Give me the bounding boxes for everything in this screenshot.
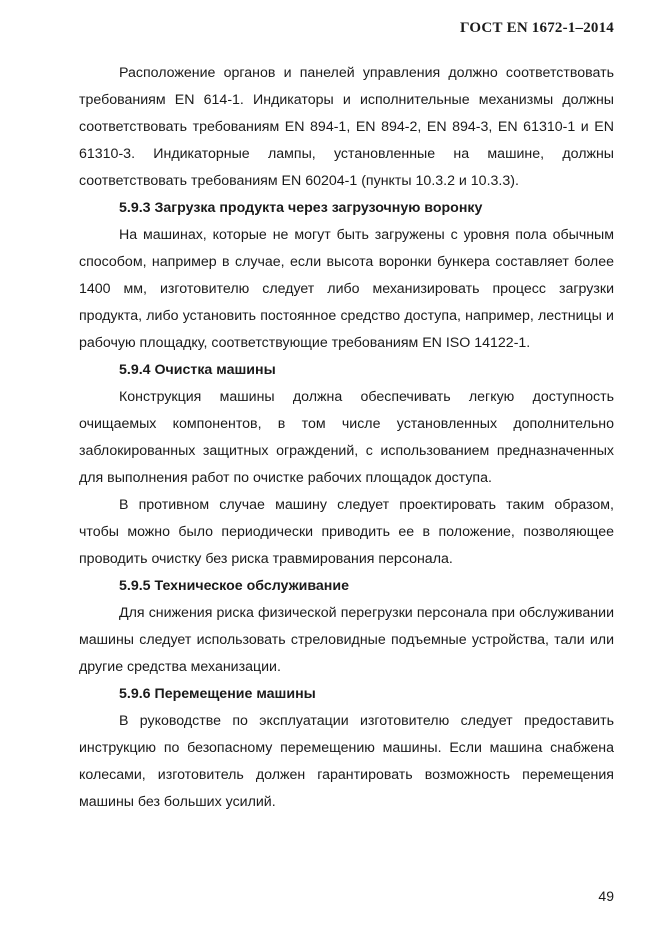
paragraph-cleaning-design: Конструкция машины должна обеспечивать легкую доступность очищаемых компонентов, в том числе установленных дополнительно заблокированных защитных ограждений, с использованием предназначенных для выполнения работ по очистке рабочих площадок доступа.	[79, 389, 614, 486]
paragraph-moving: В руководстве по эксплуатации изготовителю следует предоставить инструкцию по безопасному перемещению машины. Если машина снабжена колесами, изготовитель должен гарантировать возможность перемещения машины без больших усилий.	[79, 713, 614, 810]
paragraph-cleaning-alternative: В противном случае машину следует проектировать таким образом, чтобы можно было периодически приводить ее в положение, позволяющее проводить очистку без риска травмирования персонала.	[79, 497, 614, 567]
paragraph-maintenance: Для снижения риска физической перегрузки персонала при обслуживании машины следует использовать стреловидные подъемные устройства, тали или другие средства механизации.	[79, 605, 614, 675]
section-heading-5-9-5: 5.9.5 Техническое обслуживание	[119, 578, 349, 594]
section-heading-5-9-3: 5.9.3 Загрузка продукта через загрузочную воронку	[119, 200, 483, 216]
section-heading-5-9-4: 5.9.4 Очистка машины	[119, 362, 276, 378]
section-heading-5-9-6: 5.9.6 Перемещение машины	[119, 686, 316, 702]
page-number: 49	[598, 888, 614, 904]
page-content	[79, 60, 614, 816]
paragraph-controls-location: Расположение органов и панелей управления должно соответствовать требованиям EN 614-1. Индикаторы и исполнительные механизмы должны соответствовать требованиям EN 894-1, EN 894-2, EN 894-3, EN 61310-1 и EN 61310-3. Индикаторные лампы, установленные на машине, должны соответствовать требованиям EN 60204-1 (пункты 10.3.2 и 10.3.3).	[79, 65, 614, 189]
standard-header: ГОСТ EN 1672-1–2014	[460, 20, 614, 36]
paragraph-loading: На машинах, которые не могут быть загружены с уровня пола обычным способом, например в случае, если высота воронки бункера составляет более 1400 мм, изготовителю следует либо механизировать процесс загрузки продукта, либо установить постоянное средство доступа, например, лестницы и рабочую площадку, соответствующие требованиям EN ISO 14122-1.	[79, 227, 614, 351]
